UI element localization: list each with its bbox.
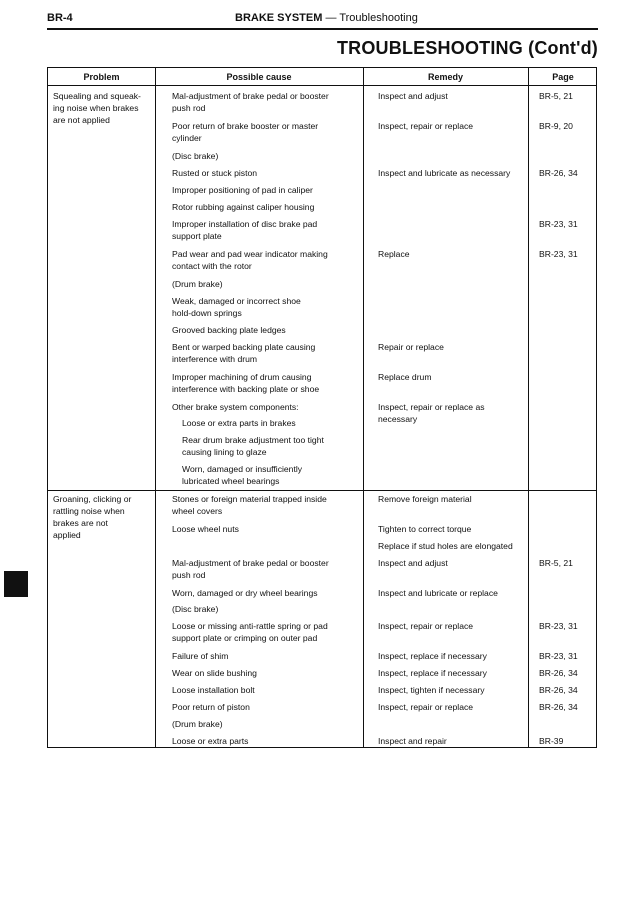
remedy-line: Tighten to correct torque	[378, 524, 472, 534]
possible-cause	[182, 417, 296, 429]
page-reference	[539, 218, 578, 230]
possible-cause-line: interference with backing plate or shoe	[172, 384, 320, 394]
possible-cause-line: wheel covers	[172, 506, 223, 516]
remedy-line: Remove foreign material	[378, 494, 472, 504]
remedy-line: Inspect, repair or replace	[378, 621, 474, 631]
problem-text-line: applied	[53, 530, 81, 540]
remedy	[378, 667, 487, 679]
remedy-line: Inspect, replace if necessary	[378, 651, 487, 661]
remedy-line: Replace if stud holes are elongated	[378, 541, 513, 551]
possible-cause-line: Rusted or stuck piston	[172, 168, 258, 178]
possible-cause	[172, 620, 328, 644]
possible-cause-line: Loose or missing anti-rattle spring or pad	[172, 621, 328, 631]
page-reference	[539, 684, 578, 696]
possible-cause-line: Poor return of brake booster or master	[172, 121, 319, 131]
possible-cause-line: Grooved backing plate ledges	[172, 325, 286, 335]
page-reference	[539, 735, 563, 747]
column-divider	[528, 68, 529, 747]
page-reference-line: BR-26, 34	[539, 685, 578, 695]
possible-cause-line: Improper positioning of pad in caliper	[172, 185, 313, 195]
remedy-line: Replace	[378, 249, 410, 259]
remedy-line: Inspect and lubricate as necessary	[378, 168, 511, 178]
problem-text-line: Groaning, clicking or	[53, 494, 132, 504]
page-reference	[539, 701, 578, 713]
possible-cause	[172, 493, 327, 517]
page-reference-line: BR-26, 34	[539, 702, 578, 712]
remedy-line: necessary	[378, 414, 418, 424]
possible-cause-line: Bent or warped backing plate causing	[172, 342, 316, 352]
title-separator: —	[322, 12, 340, 24]
possible-cause	[172, 120, 318, 144]
possible-cause-line: causing lining to glaze	[182, 447, 267, 457]
problem-group-divider	[48, 490, 596, 491]
remedy	[378, 523, 471, 535]
remedy	[378, 650, 487, 662]
remedy	[378, 401, 485, 425]
possible-cause-line: Loose installation bolt	[172, 685, 255, 695]
possible-cause-line: Worn, damaged or dry wheel bearings	[172, 588, 318, 598]
possible-cause	[172, 278, 223, 290]
possible-cause	[172, 557, 329, 581]
possible-cause	[172, 401, 299, 413]
possible-cause-line: push rod	[172, 570, 206, 580]
remedy-line: Inspect, tighten if necessary	[378, 685, 485, 695]
remedy	[378, 735, 447, 747]
page-reference-line: BR-23, 31	[539, 219, 578, 229]
page-reference-line: BR-9, 20	[539, 121, 573, 131]
possible-cause	[172, 735, 248, 747]
page-reference-line: BR-26, 34	[539, 168, 578, 178]
page-reference-line: BR-26, 34	[539, 668, 578, 678]
possible-cause-line: Worn, damaged or insufficiently	[182, 464, 303, 474]
page-reference	[539, 620, 578, 632]
possible-cause-line: (Drum brake)	[172, 719, 223, 729]
page-reference	[539, 650, 578, 662]
section-index-tab	[4, 571, 28, 597]
possible-cause-line: contact with the rotor	[172, 261, 252, 271]
possible-cause	[172, 150, 218, 162]
page-reference-line: BR-23, 31	[539, 249, 578, 259]
possible-cause-line: (Drum brake)	[172, 279, 223, 289]
column-divider	[155, 68, 156, 747]
possible-cause-line: Rotor rubbing against caliper housing	[172, 202, 315, 212]
page-reference	[539, 667, 578, 679]
subsection-name: Troubleshooting	[339, 12, 418, 24]
remedy-line: Inspect and lubricate or replace	[378, 588, 498, 598]
possible-cause	[172, 167, 257, 179]
remedy-line: Inspect, repair or replace	[378, 702, 474, 712]
problem-text	[53, 90, 141, 126]
possible-cause-line: interference with drum	[172, 354, 258, 364]
remedy	[378, 120, 473, 132]
remedy	[378, 587, 498, 599]
possible-cause-line: Rear drum brake adjustment too tight	[182, 435, 324, 445]
remedy	[378, 90, 448, 102]
problem-text-line: Squealing and squeak-	[53, 91, 141, 101]
remedy-line: Inspect and repair	[378, 736, 447, 746]
possible-cause	[172, 184, 313, 196]
page-code: BR-4	[47, 12, 73, 24]
remedy-line: Inspect, repair or replace as	[378, 402, 485, 412]
possible-cause-line: hold-down springs	[172, 308, 242, 318]
possible-cause-line: Loose wheel nuts	[172, 524, 239, 534]
page-reference-line: BR-5, 21	[539, 91, 573, 101]
remedy-line: Inspect, repair or replace	[378, 121, 474, 131]
possible-cause	[172, 603, 218, 615]
remedy-line: Inspect and adjust	[378, 558, 448, 568]
possible-cause	[182, 434, 324, 458]
page-reference	[539, 557, 573, 569]
possible-cause	[182, 463, 302, 487]
remedy	[378, 167, 510, 179]
page-reference-line: BR-23, 31	[539, 621, 578, 631]
possible-cause-line: Mal-adjustment of brake pedal or booster	[172, 558, 329, 568]
possible-cause-line: support plate or crimping on outer pad	[172, 633, 318, 643]
possible-cause-line: Other brake system components:	[172, 402, 299, 412]
problem-text	[53, 493, 131, 541]
possible-cause	[172, 701, 250, 713]
page-reference	[539, 120, 573, 132]
possible-cause	[172, 523, 239, 535]
page-header	[47, 12, 598, 30]
possible-cause-line: Loose or extra parts	[172, 736, 249, 746]
page-reference	[539, 248, 578, 260]
remedy	[378, 557, 448, 569]
possible-cause-line: cylinder	[172, 133, 202, 143]
header-row-divider	[48, 85, 596, 86]
column-header-remedy: Remedy	[427, 72, 463, 82]
problem-text-line: ing noise when brakes	[53, 103, 139, 113]
possible-cause-line: lubricated wheel bearings	[182, 476, 280, 486]
possible-cause-line: Mal-adjustment of brake pedal or booster	[172, 91, 329, 101]
possible-cause	[172, 324, 286, 336]
remedy	[378, 493, 472, 505]
problem-text-line: are not applied	[53, 115, 110, 125]
possible-cause	[172, 667, 257, 679]
possible-cause	[172, 218, 317, 242]
page-title: TROUBLESHOOTING (Cont'd)	[336, 38, 598, 58]
page-reference	[539, 167, 578, 179]
possible-cause-line: Failure of shim	[172, 651, 229, 661]
possible-cause-line: (Disc brake)	[172, 151, 219, 161]
section-name: BRAKE SYSTEM	[235, 12, 323, 24]
possible-cause	[172, 587, 318, 599]
possible-cause-line: Improper installation of disc brake pad	[172, 219, 318, 229]
page-reference-line: BR-5, 21	[539, 558, 573, 568]
page-reference-line: BR-23, 31	[539, 651, 578, 661]
remedy-line: Inspect, replace if necessary	[378, 668, 487, 678]
problem-text-line: rattling noise when	[53, 506, 125, 516]
remedy	[378, 248, 410, 260]
possible-cause-line: Loose or extra parts in brakes	[182, 418, 296, 428]
possible-cause	[172, 341, 315, 365]
remedy	[378, 540, 513, 552]
page-reference-line: BR-39	[539, 736, 564, 746]
possible-cause-line: Wear on slide bushing	[172, 668, 257, 678]
possible-cause	[172, 371, 319, 395]
remedy-line: Replace drum	[378, 372, 432, 382]
possible-cause	[172, 295, 301, 319]
column-header-problem: Problem	[83, 72, 120, 82]
remedy-line: Inspect and adjust	[378, 91, 448, 101]
possible-cause	[172, 684, 255, 696]
possible-cause-line: Improper machining of drum causing	[172, 372, 312, 382]
page-reference	[539, 90, 573, 102]
possible-cause	[172, 90, 329, 114]
section-title	[235, 12, 418, 24]
possible-cause-line: Stones or foreign material trapped inside	[172, 494, 327, 504]
column-header-possible-cause: Possible cause	[226, 72, 292, 82]
possible-cause-line: Weak, damaged or incorrect shoe	[172, 296, 301, 306]
possible-cause	[172, 248, 328, 272]
column-header-page: Page	[552, 72, 574, 82]
possible-cause-line: Pad wear and pad wear indicator making	[172, 249, 328, 259]
possible-cause-line: (Disc brake)	[172, 604, 219, 614]
remedy	[378, 684, 485, 696]
remedy	[378, 620, 473, 632]
problem-text-line: brakes are not	[53, 518, 108, 528]
possible-cause	[172, 718, 223, 730]
remedy-line: Repair or replace	[378, 342, 444, 352]
possible-cause-line: push rod	[172, 103, 206, 113]
remedy	[378, 701, 473, 713]
possible-cause	[172, 650, 228, 662]
possible-cause	[172, 201, 314, 213]
troubleshooting-table	[47, 67, 597, 748]
remedy	[378, 371, 432, 383]
possible-cause-line: support plate	[172, 231, 222, 241]
column-divider	[363, 68, 364, 747]
remedy	[378, 341, 444, 353]
possible-cause-line: Poor return of piston	[172, 702, 250, 712]
